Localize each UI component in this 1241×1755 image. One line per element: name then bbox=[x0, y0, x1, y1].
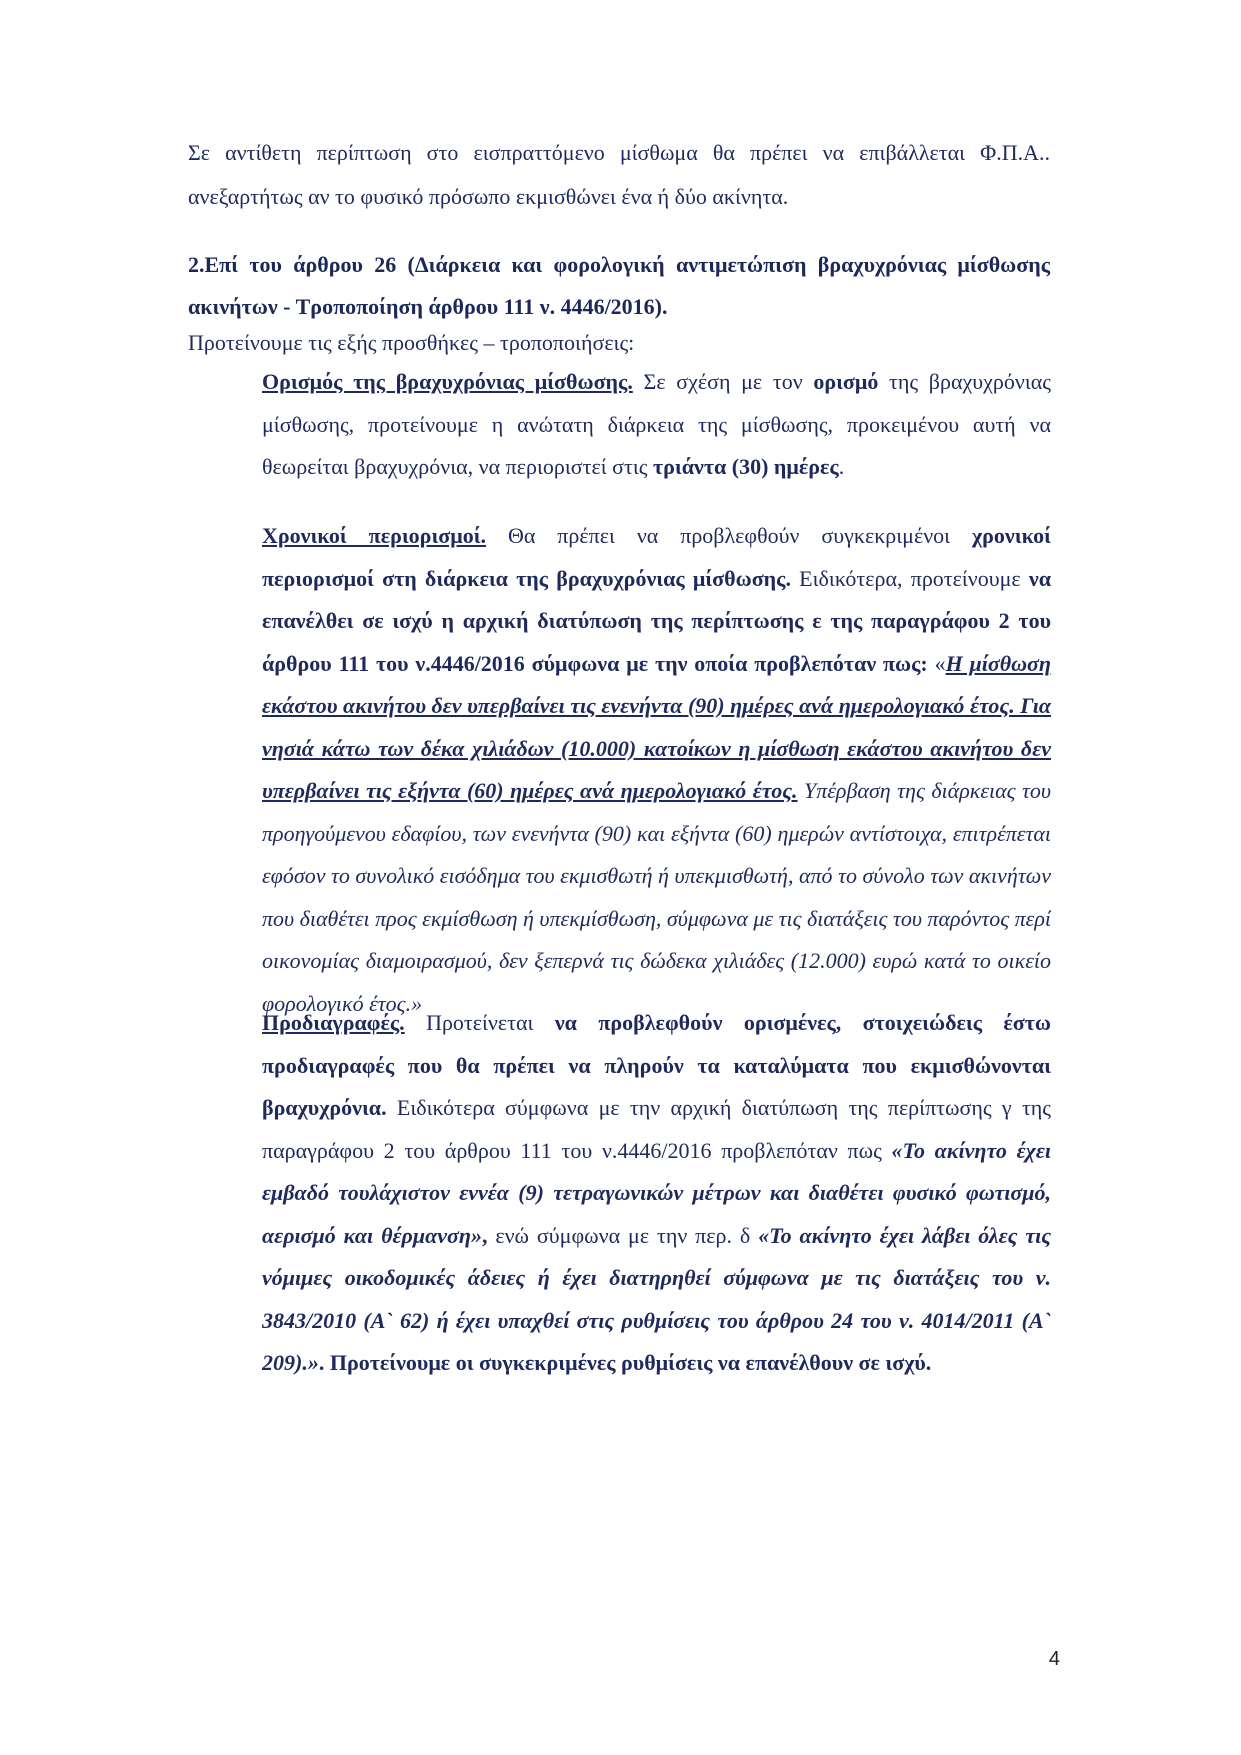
intro-text: Σε αντίθετη περίπτωση στο εισπραττόμενο μίσθωμα θα πρέπει να επιβάλλεται Φ.Π.Α.. ανεξαρτήτως αν το φυσικό πρόσωπο εκμισθώνει ένα ή δύο ακίνητα. bbox=[188, 140, 1050, 209]
list-item-time-limits: Χρονικοί περιορισμοί. Θα πρέπει να προβλεφθούν συγκεκριμένοι χρονικοί περιορισμοί στη διάρκεια της βραχυχρόνιας μίσθωσης. Ειδικότερα, προτείνουμε να επανέλθει σε ισχύ η αρχική διατύπωση της περίπτωσης ε της παραγράφου 2 του άρθρου 111 του ν.4446/2016 σύμφωνα με την οποία προβλεπόταν πως: «Η μίσθωση εκάστου ακινήτου δεν υπερβαίνει τις ενενήντα (90) ημέρες ανά ημερολογιακό έτος. Για νησιά κάτω των δέκα χιλιάδων (10.000) κατοίκων η μίσθωση εκάστου ακινήτου δεν υπερβαίνει τις εξήντα (60) ημέρες ανά ημερολογιακό έτος. Υπέρβαση της διάρκειας του προηγούμενου εδαφίου, των ενενήντα (90) και εξήντα (60) ημερών αντίστοιχα, επιτρέπεται εφόσον το συνολικό εισόδημα του εκμισθωτή ή υπεκμισθωτή, από το σύνολο των ακινήτων που διαθέτει προς εκμίσθωση ή υπεκμίσθωση, σύμφωνα με τις διατάξεις του παρόντος περί οικονομίας διαμοιρασμού, δεν ξεπερνά τις δώδεκα χιλιάδες (12.000) ευρώ κατά το οικείο φορολογικό έτος.» bbox=[262, 523, 1051, 1016]
bullet-icon bbox=[222, 1013, 250, 1037]
item-title: Χρονικοί περιορισμοί. bbox=[262, 523, 487, 548]
quoted-provision: Η μίσθωση εκάστου ακινήτου δεν υπερβαίνει τις ενενήντα (90) ημέρες ανά ημερολογιακό έτος. Για νησιά κάτω των δέκα χιλιάδων (10.000) κατοίκων η μίσθωση εκάστου ακινήτου δεν υπερβαίνει τις εξήντα (60) ημέρες ανά ημερολογιακό έτος. bbox=[262, 650, 1051, 803]
item-title: Ορισμός της βραχυχρόνιας μίσθωσης. bbox=[262, 369, 633, 394]
bullet-icon bbox=[222, 372, 250, 396]
bullet-icon bbox=[222, 527, 250, 551]
section-heading: 2.Επί του άρθρου 26 (Διάρκεια και φορολογική αντιμετώπιση βραχυχρόνιας μίσθωσης ακινήτων - Τροποποίηση άρθρου 111 ν. 4446/2016). bbox=[188, 252, 1050, 319]
list-item-definition: Ορισμός της βραχυχρόνιας μίσθωσης. Σε σχέση με τον ορισμό της βραχυχρόνιας μίσθωσης, προτείνουμε η ανώτατη διάρκεια της μίσθωσης, προκειμένου αυτή να θεωρείται βραχυχρόνια, να περιοριστεί στις τριάντα (30) ημέρες. bbox=[262, 369, 1051, 479]
intro-paragraph bbox=[188, 131, 1050, 219]
list-item-specifications: Προδιαγραφές. Προτείνεται να προβλεφθούν ορισμένες, στοιχειώδεις έστω προδιαγραφές που θα πρέπει να πληρούν τα καταλύματα που εκμισθώνονται βραχυχρόνια. Ειδικότερα σύμφωνα με την αρχική διατύπωση της περίπτωσης γ της παραγράφου 2 του άρθρου 111 του ν.4446/2016 προβλεπόταν πως «Το ακίνητο έχει εμβαδό τουλάχιστον εννέα (9) τετραγωνικών μέτρων και διαθέτει φυσικό φωτισμό, αερισμό και θέρμανση», ενώ σύμφωνα με την περ. δ «Το ακίνητο έχει λάβει όλες τις νόμιμες οικοδομικές άδειες ή έχει διατηρηθεί σύμφωνα με τις διατάξεις του ν. 3843/2010 (Α` 62) ή έχει υπαχθεί στις ρυθμίσεις του άρθρου 24 του ν. 4014/2011 (Α` 209).». Προτείνουμε οι συγκεκριμένες ρυθμίσεις να επανέλθουν σε ισχύ. bbox=[262, 1010, 1051, 1375]
section-lead: Προτείνουμε τις εξής προσθήκες – τροποποιήσεις: bbox=[188, 330, 635, 355]
page-number: 4 bbox=[1048, 1648, 1060, 1670]
item-title: Προδιαγραφές. bbox=[262, 1010, 405, 1035]
